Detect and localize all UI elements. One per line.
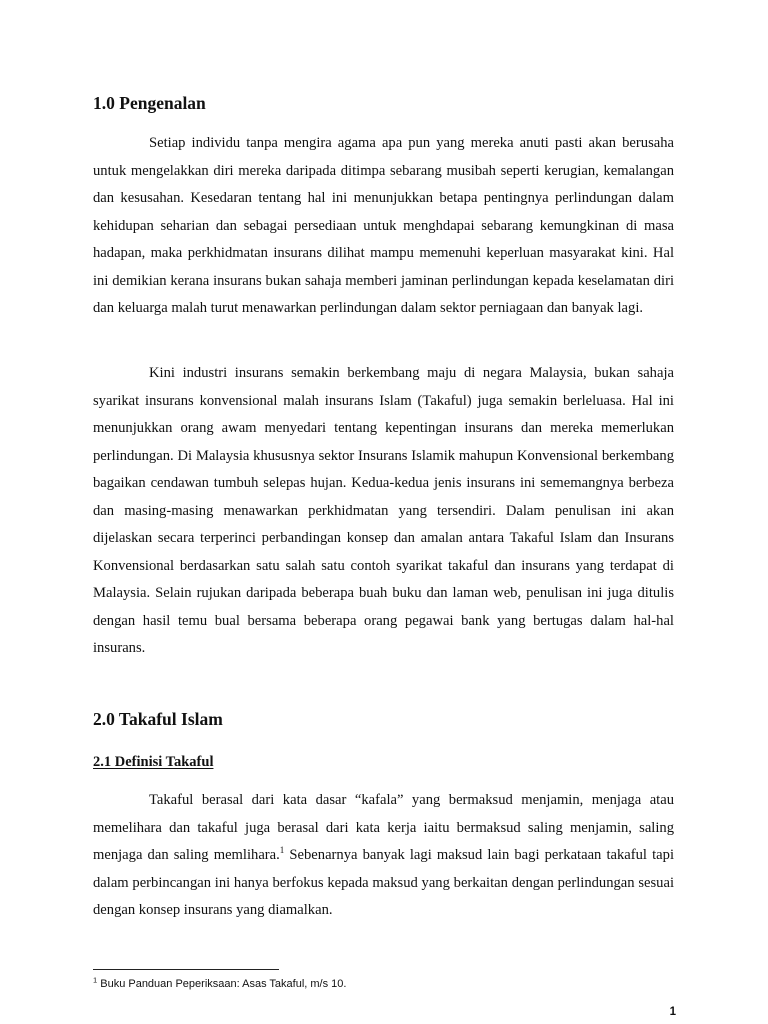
footnote xyxy=(93,977,346,991)
section-heading-takaful: 2.0 Takaful Islam xyxy=(93,709,223,729)
page-number: 1 xyxy=(669,1006,676,1018)
paragraph-pengenalan-2: Kini industri insurans semakin berkembang maju di negara Malaysia, bukan sahaja syarikat insurans konvensional malah insurans Islam (Takaful) juga semakin berleluasa. Hal ini menunjukkan orang awam menyedari tentang kepentingan insurans dan mereka memerlukan perlindungan. Di Malaysia khususnya sektor Insurans Islamik mahupun Konvensional berkembang bagaikan cendawan tumbuh selepas hujan. Kedua-kedua jenis insurans ini sememangnya berbeza dan masing-masing menawarkan perkhidmatan yang tersendiri. Dalam penulisan ini akan dijelaskan secara terperinci perbandingan konsep dan amalan antara Takaful Islam dan Insurans Konvensional berdasarkan satu salah satu contoh syarikat takaful dan insurans yang terdapat di Malaysia. Selain rujukan daripada beberapa buah buku dan laman web, penulisan ini juga ditulis dengan hasil temu bual bersama beberapa orang pegawai bank yang bertugas dalam hal-hal insurans. xyxy=(93,365,674,656)
footnote-number: 1 xyxy=(93,975,98,985)
footnote-reference[interactable]: 1 xyxy=(279,845,285,856)
paragraph-pengenalan-1: Setiap individu tanpa mengira agama apa pun yang mereka anuti pasti akan berusaha untuk mengelakkan diri mereka daripada ditimpa sebarang musibah seperti kerugian, kemalangan dan kesusahan. Kesedaran tentang hal ini menunjukkan betapa pentingnya perlindungan dalam kehidupan seharian dan sebagai persediaan untuk menghdapai sebarang kemungkinan di masa hadapan, maka perkhidmatan insurans dilihat mampu memenuhi keperluan masyarakat kini. Hal ini demikian kerana insurans bukan sahaja memberi jaminan perlindungan kepada keselamatan diri dan keluarga malah turut menawarkan perlindungan dalam sektor perniagaan dan banyak lagi. xyxy=(93,135,674,316)
footnote-divider xyxy=(93,969,279,970)
definisi-text-part2: Sebenarnya banyak lagi maksud lain bagi perkataan takaful tapi dalam perbincangan ini hanya berfokus kepada maksud yang berkaitan dengan perlindungan sesuai dengan konsep insurans yang diamalkan. xyxy=(93,847,674,918)
definisi-text-part1: Takaful berasal dari kata dasar “kafala” yang bermaksud menjamin, menjaga atau memelihara dan takaful juga berasal dari kata kerja iaitu bermaksud saling menjamin, saling menjaga dan saling memlihara. xyxy=(93,792,674,863)
footnote-text: Buku Panduan Peperiksaan: Asas Takaful, m/s 10. xyxy=(100,978,347,990)
subsection-heading-definisi-takaful: 2.1 Definisi Takaful xyxy=(93,754,214,770)
section-heading-pengenalan: 1.0 Pengenalan xyxy=(93,93,206,113)
paragraph-definisi-takaful xyxy=(93,787,674,925)
